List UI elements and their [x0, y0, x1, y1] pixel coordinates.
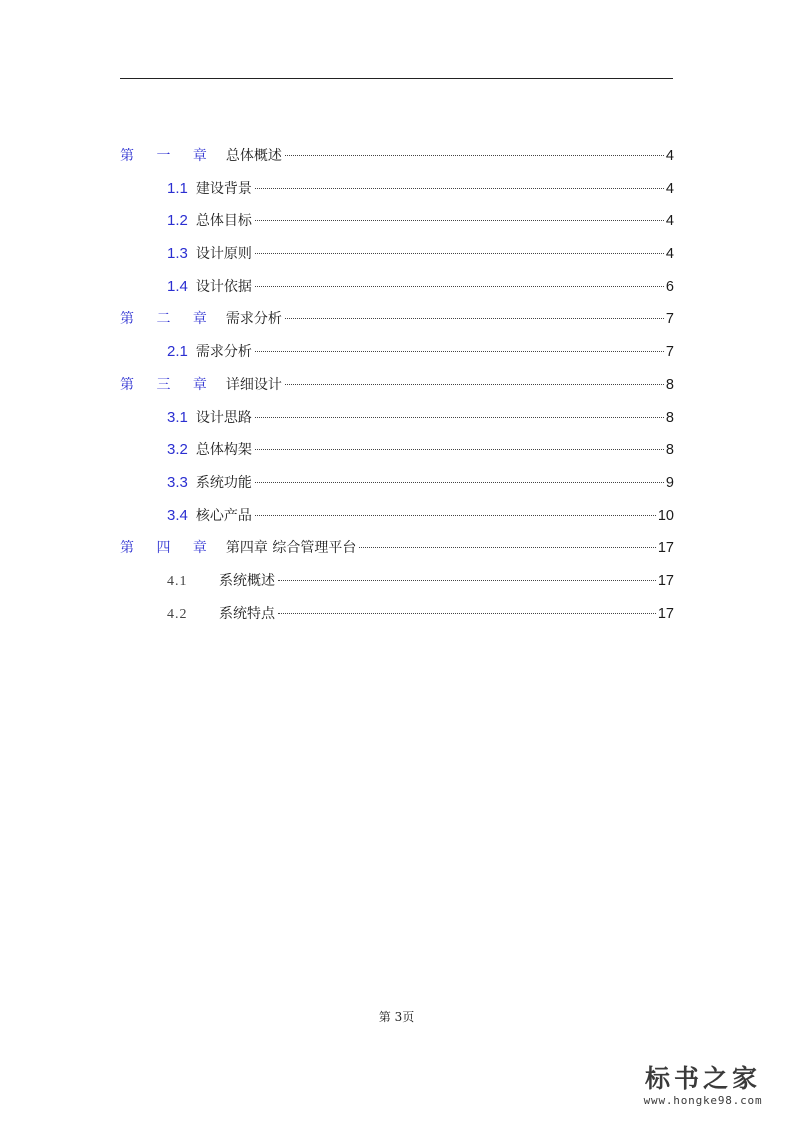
toc-entry-title: 系统功能 — [195, 474, 252, 491]
toc-entry-number: 第 二 章 — [120, 311, 216, 328]
toc-dot-leader — [285, 384, 664, 385]
toc-dot-leader — [255, 351, 664, 352]
toc-dot-leader — [255, 482, 664, 483]
toc-entry-page: 17 — [657, 572, 674, 589]
toc-entry-page: 6 — [665, 278, 674, 295]
toc-entry-number: 3.4 — [167, 506, 188, 524]
toc-entry-page: 17 — [657, 605, 674, 622]
toc-entry-number: 第 四 章 — [120, 540, 216, 557]
toc-entry-title: 设计依据 — [195, 278, 252, 295]
toc-dot-leader — [359, 547, 656, 548]
toc-entry-number: 3.3 — [167, 473, 188, 491]
toc-entry-number: 3.1 — [167, 408, 188, 426]
toc-entry-chapter-2[interactable] — [120, 307, 674, 340]
toc-entry-title: 系统概述 — [219, 572, 275, 589]
toc-entry-title: 建设背景 — [195, 180, 252, 197]
toc-entry-3-1[interactable] — [120, 406, 674, 439]
toc-dot-leader — [255, 286, 664, 287]
toc-entry-title: 核心产品 — [195, 507, 252, 524]
toc-dot-leader — [255, 515, 656, 516]
toc-entry-number: 第 一 章 — [120, 148, 216, 164]
toc-entry-page: 4 — [665, 213, 674, 230]
toc-entry-page: 8 — [665, 409, 674, 426]
toc-dot-leader — [255, 188, 664, 189]
table-of-contents — [120, 144, 674, 634]
toc-entry-2-1[interactable] — [120, 340, 674, 373]
toc-entry-number: 第 三 章 — [120, 376, 216, 393]
toc-entry-1-3[interactable] — [120, 242, 674, 275]
toc-entry-3-4[interactable] — [120, 504, 674, 537]
toc-entry-page: 7 — [665, 344, 674, 361]
toc-entry-page: 17 — [657, 540, 674, 557]
toc-entry-number: 2.1 — [167, 343, 188, 361]
toc-dot-leader — [255, 253, 664, 254]
toc-entry-title: 需求分析 — [225, 311, 282, 328]
toc-entry-1-2[interactable] — [120, 209, 674, 242]
toc-entry-page: 10 — [657, 507, 674, 524]
toc-entry-chapter-4[interactable] — [120, 536, 674, 569]
toc-entry-page: 4 — [665, 180, 674, 197]
toc-entry-number: 1.1 — [167, 179, 188, 197]
toc-entry-page: 9 — [665, 474, 674, 491]
toc-entry-number: 1.3 — [167, 245, 188, 263]
watermark-title: 标书之家 — [644, 1064, 761, 1093]
toc-entry-1-4[interactable] — [120, 275, 674, 308]
toc-entry-number: 1.4 — [167, 277, 188, 295]
toc-entry-number: 1.2 — [167, 212, 188, 230]
toc-entry-chapter-1[interactable] — [120, 144, 674, 177]
toc-entry-page: 4 — [665, 246, 674, 263]
toc-dot-leader — [285, 155, 664, 156]
toc-dot-leader — [255, 220, 664, 221]
toc-dot-leader — [255, 417, 664, 418]
toc-entry-title: 总体构架 — [195, 442, 252, 459]
watermark-url: www.hongke98.com — [643, 1094, 763, 1107]
toc-entry-title: 总体概述 — [225, 148, 282, 164]
toc-entry-number: 4.2 — [167, 606, 188, 622]
toc-entry-title: 设计原则 — [195, 246, 252, 263]
toc-entry-page: 8 — [665, 376, 674, 393]
toc-entry-title: 系统特点 — [219, 605, 275, 622]
toc-entry-3-2[interactable] — [120, 438, 674, 471]
toc-dot-leader — [278, 613, 656, 614]
toc-entry-3-3[interactable] — [120, 471, 674, 504]
header-rule — [120, 78, 673, 79]
toc-entry-number: 4.1 — [167, 573, 188, 589]
toc-entry-page: 8 — [665, 442, 674, 459]
watermark-logo — [623, 1064, 783, 1108]
toc-dot-leader — [255, 449, 664, 450]
toc-dot-leader — [278, 580, 656, 581]
toc-entry-page: 4 — [665, 148, 674, 164]
toc-entry-1-1[interactable] — [120, 177, 674, 210]
toc-entry-title: 需求分析 — [195, 344, 252, 361]
toc-entry-number: 3.2 — [167, 441, 188, 459]
toc-dot-leader — [285, 318, 664, 319]
toc-entry-page: 7 — [665, 311, 674, 328]
page-number-footer: 第 3页 — [378, 1010, 415, 1024]
toc-entry-4-2[interactable] — [120, 602, 674, 635]
toc-entry-title: 总体目标 — [195, 213, 252, 230]
toc-entry-chapter-3[interactable] — [120, 373, 674, 406]
toc-entry-title: 第四章 综合管理平台 — [225, 540, 357, 557]
toc-entry-title: 详细设计 — [225, 376, 282, 393]
toc-entry-title: 设计思路 — [195, 409, 252, 426]
toc-entry-4-1[interactable] — [120, 569, 674, 602]
